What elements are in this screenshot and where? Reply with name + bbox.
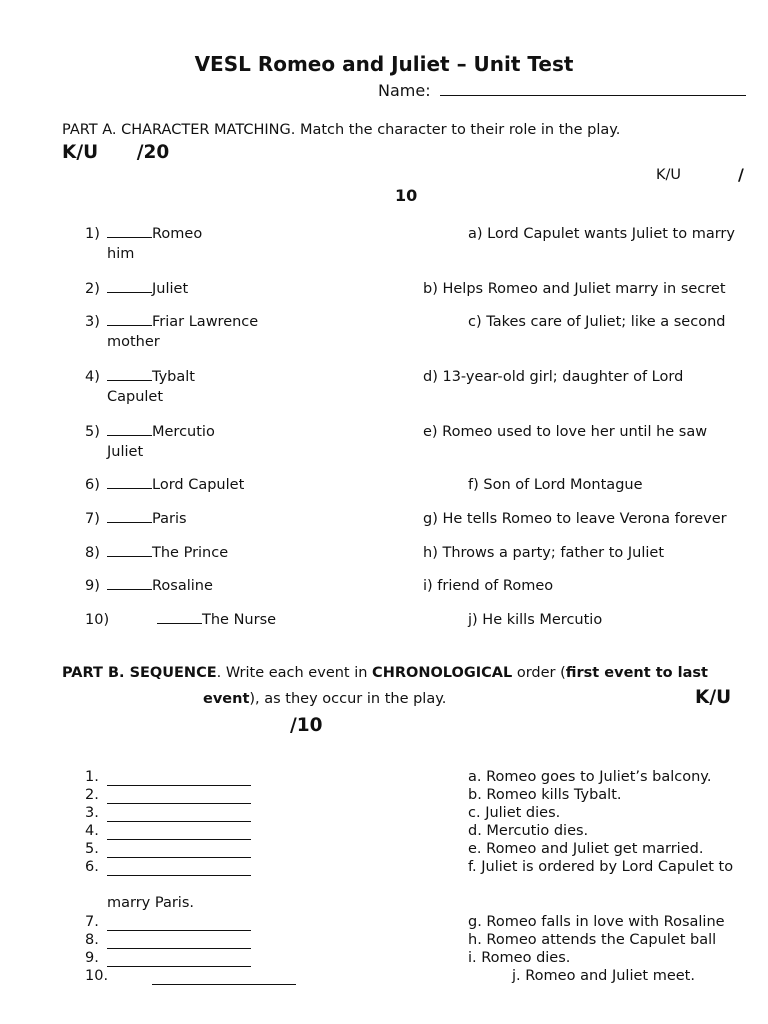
list-item: 8. [85, 932, 99, 948]
name-row [378, 81, 746, 100]
list-item: 6. [85, 859, 99, 875]
list-item: The Prince [107, 545, 228, 561]
list-item: b. Romeo kills Tybalt. [468, 787, 622, 803]
list-item: 10) [85, 612, 110, 628]
list-item-wrap: Juliet [107, 444, 144, 460]
answer-line[interactable] [107, 785, 251, 786]
list-item: 7) [85, 511, 100, 527]
part-a-heading [62, 122, 620, 138]
list-item-wrap: mother [107, 334, 160, 350]
list-item: 4. [85, 823, 99, 839]
list-item: Mercutio [107, 424, 215, 440]
list-item: g) He tells Romeo to leave Verona forever [423, 511, 727, 527]
answer-blank[interactable] [107, 487, 152, 489]
list-item-wrap: marry Paris. [107, 895, 194, 911]
list-item: The Nurse [157, 612, 276, 628]
part-a-score: K/U /20 [62, 142, 170, 163]
list-item: 9. [85, 950, 99, 966]
answer-line[interactable] [107, 966, 251, 967]
list-item: 10. [85, 968, 109, 984]
list-item: 4) [85, 369, 100, 385]
list-item-wrap: him [107, 246, 135, 262]
list-item: j) He kills Mercutio [468, 612, 603, 628]
list-item: 1. [85, 769, 99, 785]
list-item: 3) [85, 314, 100, 330]
list-item: i. Romeo dies. [468, 950, 571, 966]
list-item: 5. [85, 841, 99, 857]
list-item: i) friend of Romeo [423, 578, 554, 594]
list-item: 2) [85, 281, 100, 297]
list-item: a. Romeo goes to Juliet’s balcony. [468, 769, 712, 785]
list-item: Juliet [107, 281, 188, 297]
answer-blank[interactable] [107, 379, 152, 381]
list-item: b) Helps Romeo and Juliet marry in secret [423, 281, 726, 297]
answer-line[interactable] [107, 948, 251, 949]
list-item: Rosaline [107, 578, 213, 594]
name-line[interactable] [440, 94, 746, 96]
list-item: 5) [85, 424, 100, 440]
answer-blank[interactable] [107, 588, 152, 590]
answer-line[interactable] [107, 803, 251, 804]
part-a-instruction: CHARACTER MATCHING. Match the character to their role in the play. [121, 122, 621, 138]
answer-blank[interactable] [107, 324, 152, 326]
answer-line[interactable] [152, 984, 296, 985]
page-title: VESL Romeo and Juliet – Unit Test [194, 52, 574, 76]
list-item: Paris [107, 511, 187, 527]
list-item: e) Romeo used to love her until he saw [423, 424, 708, 440]
part-b-score-label: K/U [695, 687, 732, 708]
list-item: g. Romeo falls in love with Rosaline [468, 914, 725, 930]
part-b-score-total: /10 [290, 715, 323, 736]
list-item: f. Juliet is ordered by Lord Capulet to [468, 859, 734, 875]
answer-line[interactable] [107, 821, 251, 822]
part-a-side-score-slash: / [738, 165, 744, 184]
list-item-wrap: Capulet [107, 389, 164, 405]
list-item: 3. [85, 805, 99, 821]
list-item: h. Romeo attends the Capulet ball [468, 932, 717, 948]
list-item: f) Son of Lord Montague [468, 477, 643, 493]
answer-line[interactable] [107, 839, 251, 840]
list-item: 6) [85, 477, 100, 493]
list-item: h) Throws a party; father to Juliet [423, 545, 664, 561]
list-item: d. Mercutio dies. [468, 823, 589, 839]
answer-blank[interactable] [107, 236, 152, 238]
answer-blank[interactable] [107, 291, 152, 293]
list-item: j. Romeo and Juliet meet. [512, 968, 695, 984]
list-item: 2. [85, 787, 99, 803]
list-item: e. Romeo and Juliet get married. [468, 841, 704, 857]
list-item: d) 13-year-old girl; daughter of Lord [423, 369, 684, 385]
answer-line[interactable] [107, 930, 251, 931]
list-item: c) Takes care of Juliet; like a second [468, 314, 726, 330]
part-b-heading-line2: event), as they occur in the play. [203, 691, 447, 707]
list-item: a) Lord Capulet wants Juliet to marry [468, 226, 735, 242]
list-item: 1) [85, 226, 100, 242]
list-item: Romeo [107, 226, 202, 242]
answer-line[interactable] [107, 875, 251, 876]
list-item: Lord Capulet [107, 477, 244, 493]
list-item: c. Juliet dies. [468, 805, 561, 821]
list-item: Friar Lawrence [107, 314, 258, 330]
part-a-side-score-label: K/U [656, 167, 682, 183]
answer-blank[interactable] [107, 521, 152, 523]
list-item: Tybalt [107, 369, 195, 385]
part-b-heading: PART B. SEQUENCE. Write each event in CHRONOLOGICAL order (first event to last [62, 665, 708, 681]
answer-blank[interactable] [157, 622, 202, 624]
list-item: 9) [85, 578, 100, 594]
answer-blank[interactable] [107, 555, 152, 557]
answer-blank[interactable] [107, 434, 152, 436]
part-a-label: PART A. [62, 122, 117, 138]
answer-line[interactable] [107, 857, 251, 858]
part-a-side-score-total: 10 [395, 186, 418, 205]
name-label: Name: [378, 81, 431, 100]
list-item: 7. [85, 914, 99, 930]
list-item: 8) [85, 545, 100, 561]
